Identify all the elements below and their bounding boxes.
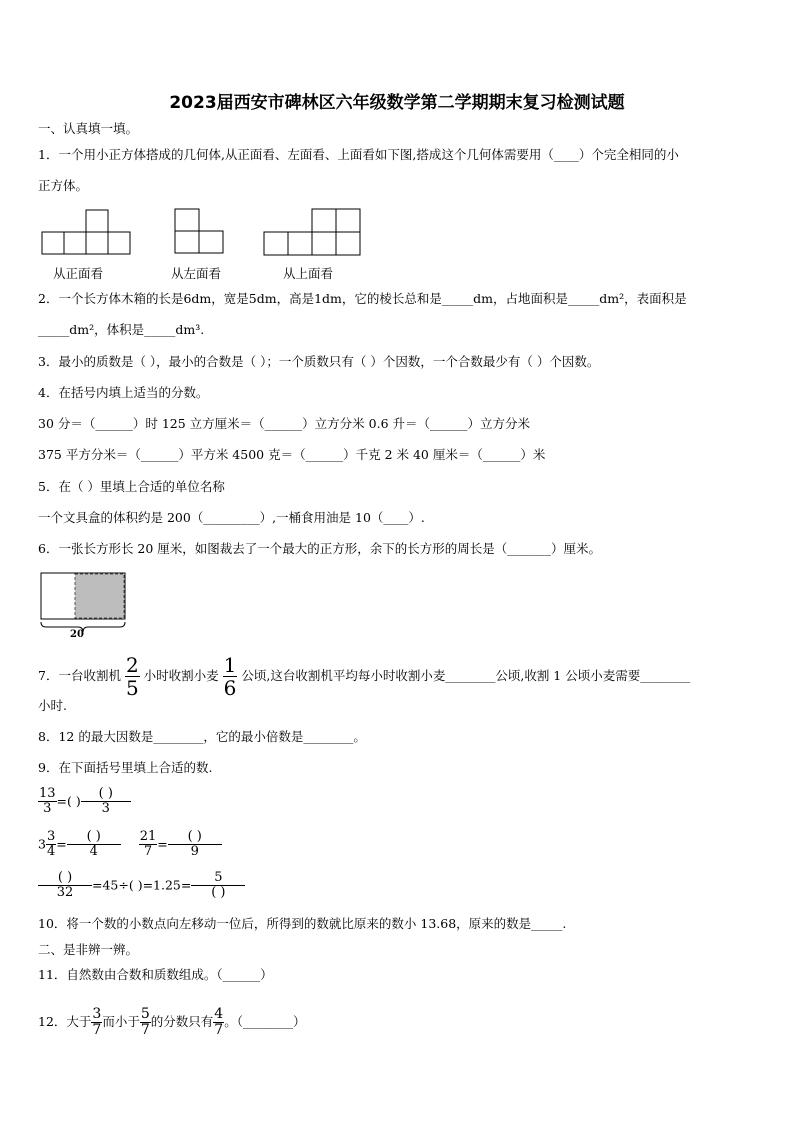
question-7-post: 公顷,这台收割机平均每小时收割小麦________公顷,收割 1 公顷小麦需要________ [241, 668, 691, 683]
fraction-two-fifths: $\frac{2}{5}$ [125, 653, 139, 700]
question-10: 10．将一个数的小数点向左移动一位后，所得到的数就比原来的数小 13.68，原来的数是_____. [38, 916, 567, 931]
question-6: 6．一张长方形长 20 厘米，如图裁去了一个最大的正方形，余下的长方形的周长是（_______）厘米。 [38, 541, 602, 556]
question-1-line-1: 1．一个用小正方体搭成的几何体,从正面看、左面看、上面看如下图,搭成这个几何体需要用（____）个完全相同的小 [38, 147, 679, 162]
top-view-caption: 从上面看 [283, 266, 334, 281]
front-view-caption: 从正面看 [53, 266, 104, 281]
question-1-line-2: 正方体。 [38, 178, 89, 193]
front-view-figure [42, 209, 132, 257]
question-9-heading: 9．在下面括号里填上合适的数. [38, 760, 213, 775]
question-7-mid: 小时收割小麦 [143, 668, 219, 683]
left-view-caption: 从左面看 [171, 266, 222, 281]
question-7-line-1 [38, 653, 690, 699]
section-heading-1: 一、认真填一填。 [38, 121, 139, 136]
section-heading-2: 二、是非辨一辨。 [38, 942, 139, 957]
question-12: 12．大于 $\frac{3}{7}$ 而小于 $\frac{5}{7}$ 的分数只有 $\frac{4}{7}$ 。（________） [38, 1005, 306, 1038]
rectangle-figure [40, 572, 130, 644]
page-title: 2023届西安市碑林区六年级数学第二学期期末复习检测试题 [169, 93, 625, 113]
question-9-row-2: 3 $\frac{3}{4}$ = $\frac{( )}{4}$ $\frac{21}{7}$ = $\frac{( )}{9}$ [38, 830, 222, 860]
question-2-line-2: _____dm²，体积是_____dm³. [38, 322, 205, 337]
question-5-heading: 5．在（ ）里填上合适的单位名称 [38, 479, 225, 494]
question-7-pre: 7．一台收割机 [38, 668, 121, 683]
question-5-line: 一个文具盒的体积约是 200（_________）,一桶食用油是 10（____）. [38, 510, 425, 525]
question-4-heading: 4．在括号内填上适当的分数。 [38, 385, 209, 400]
question-8: 8．12 的最大因数是________，它的最小倍数是________。 [38, 729, 366, 744]
fraction-one-sixth: $\frac{1}{6}$ [223, 653, 237, 700]
question-7-line-2: 小时. [38, 698, 67, 713]
question-11: 11．自然数由合数和质数组成。（______） [38, 967, 273, 982]
left-view-figure [175, 208, 227, 256]
question-4-row-2: 375 平方分米＝（______）平方米 4500 克＝（______）千克 2 米 40 厘米＝（______）米 [38, 447, 546, 462]
rectangle-length-label: 20 [70, 629, 84, 640]
question-4-row-1: 30 分＝（______）时 125 立方厘米＝（______）立方分米 0.6 升＝（______）立方分米 [38, 416, 531, 431]
top-view-figure [264, 208, 364, 258]
question-9-row-1: $\frac{13}{3}$ =( ) $\frac{( )}{3}$ [38, 787, 131, 817]
question-2-line-1: 2．一个长方体木箱的长是6dm，宽是5dm，高是1dm，它的棱长总和是_____dm，占地面积是_____dm²，表面积是 [38, 291, 687, 306]
question-9-row-3: $\frac{( )}{32}$ =45÷( )=1.25= $\frac{5}{( )}$ [38, 871, 245, 901]
question-3: 3．最小的质数是（ ），最小的合数是（ ）；一个质数只有（ ）个因数，一个合数最少有（ ）个因数。 [38, 354, 600, 369]
